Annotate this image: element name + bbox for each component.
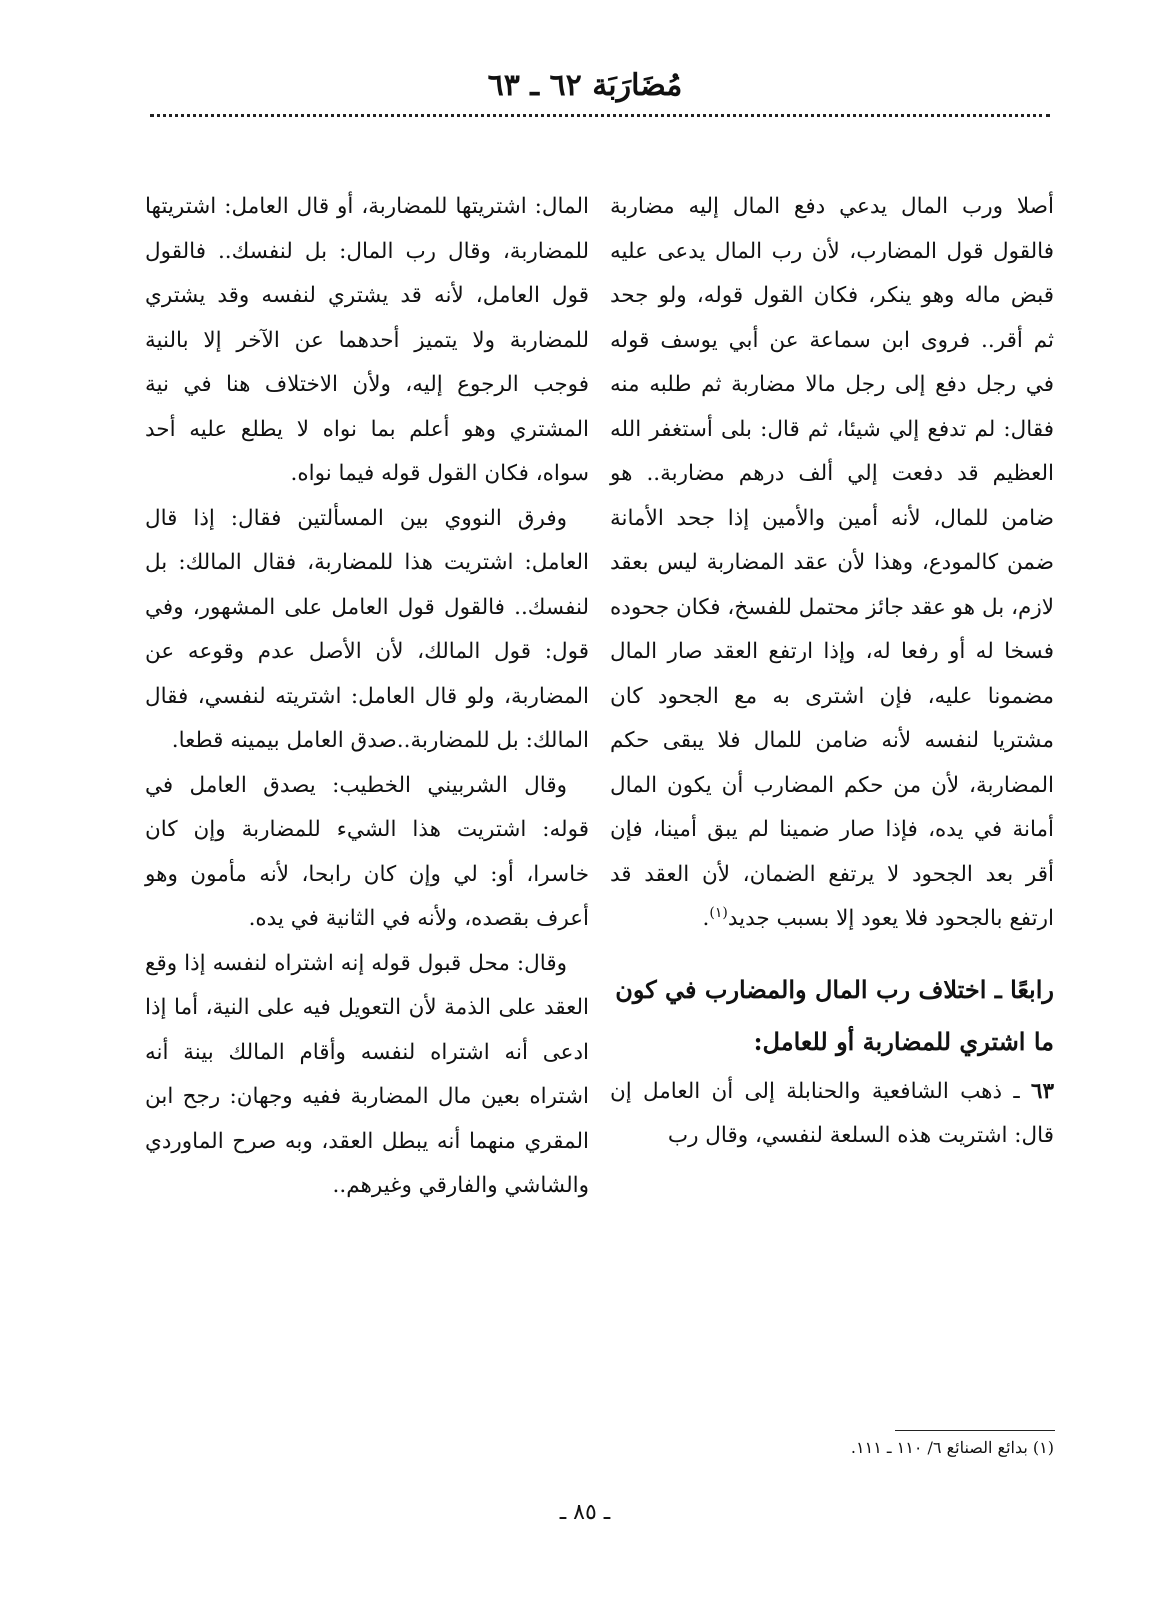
section-heading: رابعًا ـ اختلاف رب المال والمضارب في كون ما اشتري للمضاربة أو للعامل:: [615, 974, 1054, 1056]
left-column-paragraph-2: وفرق النووي بين المسألتين فقال: إذا قال العامل: اشتريت هذا للمضاربة، فقال المالك: بل لنفسك.. فالقول قول العامل على المشهور، وفي قول: قول المالك، لأن الأصل عدم وقوعه عن المضاربة، ولو قال العامل: اشتريته لنفسي، فقال المالك: بل للمضاربة..صدق العامل بيمينه قطعا.: [145, 505, 589, 753]
footnote-reference[interactable]: (١): [709, 904, 728, 921]
left-column-paragraph-1: المال: اشتريتها للمضاربة، أو قال العامل: اشتريتها للمضاربة، وقال رب المال: بل لنفسك.. فالقول قول العامل، لأنه قد يشتري لنفسه وقد يشتري للمضاربة ولا يتميز أحدهما عن الآخر إلا بالنية فوجب الرجوع إليه، ولأن الاختلاف هنا في نية المشتري وهو أعلم بما نواه لا يطلع عليه أحد سواه، فكان القول قوله فيما نواه.: [145, 194, 589, 486]
page-number: ـ ٨٥ ـ: [559, 1500, 611, 1525]
left-column: [145, 185, 589, 1209]
footnote: (١) بدائع الصنائع ٦/ ١١٠ ـ ١١١.: [850, 1438, 1054, 1457]
header-dotted-rule: [150, 114, 1050, 117]
paragraph-text: ـ ذهب الشافعية والحنابلة إلى أن العامل إن قال: اشتريت هذه السلعة لنفسي، وقال رب: [610, 1078, 1054, 1148]
running-header-title: مُضَارَبَة ٦٢ ـ ٦٣: [487, 68, 683, 103]
paragraph-text: أصلا ورب المال يدعي دفع المال إليه مضاربة فالقول قول المضارب، لأن رب المال يدعى عليه قبض ماله وهو ينكر، فكان القول قوله، ولو جحد ثم أقر.. فروى ابن سماعة عن أبي يوسف قوله في رجل دفع إلى رجل مالا مضاربة ثم طلبه منه فقال: لم تدفع إلي شيئا، ثم قال: بلى أستغفر الله العظيم قد دفعت إلي ألف درهم مضاربة.. هو ضامن للمال، لأنه أمين والأمين إذا جحد الأمانة ضمن كالمودع، وهذا لأن عقد المضاربة ليس بعقد لازم، بل هو عقد جائز محتمل للفسخ، فكان جحوده فسخا له أو رفعا له، وإذا ارتفع العقد صار المال مضمونا عليه، فإن اشترى به مع الجحود كان مشتريا لنفسه لأنه ضامن للمال فلا يبقى حكم المضاربة، لأن من حكم المضارب أن يكون المال أمانة في يده، فإذا صار ضمينا لم يبق أمينا، فإن أقر بعد الجحود لا يرتفع الضمان، لأن العقد قد ارتفع بالجحود فلا يعود إلا بسبب جديد: [610, 194, 1054, 931]
section-number: ٦٣: [1030, 1078, 1054, 1104]
paragraph-end-punctuation: .: [702, 906, 710, 931]
footnote-separator: [895, 1430, 1055, 1431]
right-column-paragraph: [610, 185, 1054, 942]
numbered-paragraph: [610, 1070, 1054, 1159]
right-column: [610, 185, 1054, 1159]
left-column-paragraph-4: وقال: محل قبول قوله إنه اشتراه لنفسه إذا وقع العقد على الذمة لأن التعويل فيه على النية، أما إذا ادعى أنه اشتراه لنفسه وأقام المالك بينة أنه اشتراه بعين مال المضاربة ففيه وجهان: رجح ابن المقري منهما أنه يبطل العقد، وبه صرح الماوردي والشاشي والفارقي وغيرهم..: [145, 950, 589, 1198]
left-column-paragraph-3: وقال الشربيني الخطيب: يصدق العامل في قوله: اشتريت هذا الشيء للمضاربة وإن كان خاسرا، أو: لي وإن كان رابحا، لأنه مأمون وهو أعرف بقصده، ولأنه في الثانية في يده.: [145, 772, 589, 931]
